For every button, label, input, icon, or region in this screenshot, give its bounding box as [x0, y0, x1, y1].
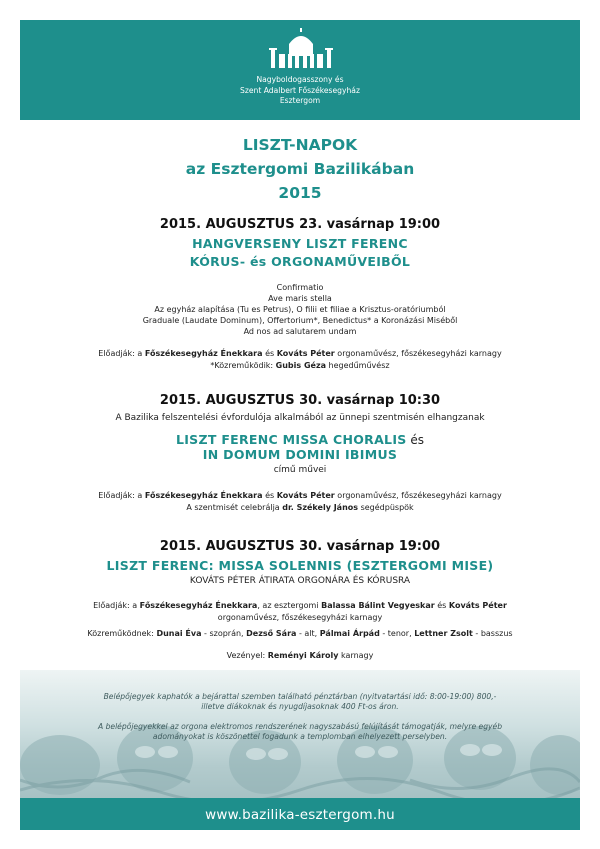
event1-guest: *Közreműködik: Gubis Géza hegedűművész: [210, 361, 390, 370]
soloist-name: Dunai Éva: [156, 629, 202, 638]
basilica-icon: [265, 28, 337, 70]
organization-name: [20, 75, 580, 107]
soloist-name: Lettner Zsolt: [414, 629, 473, 638]
choir-name: Főszékesegyház Énekkara: [144, 491, 263, 500]
footer: [20, 670, 580, 830]
event2-intro: A Bazilika felszentelési évfordulója alkalmából az ünnepi szentmisén elhangzanak: [115, 413, 485, 423]
event3-conductor: Vezényel: Reményi Károly karnagy: [226, 651, 374, 660]
event3-date: 2015. AUGUSZTUS 30. vasárnap 19:00: [159, 539, 441, 554]
org-line: Szent Adalbert Főszékesegyház: [240, 85, 360, 95]
event2-celebrant: A szentmisét celebrálja dr. Székely János segédpüspök: [186, 503, 414, 512]
program-item: Ad nos ad salutarem undam: [243, 327, 357, 336]
program-item: Az egyház alapítása (Tu es Petrus), O filii et filiae a Krisztus-oratóriumból: [154, 305, 446, 314]
poster: [20, 20, 580, 830]
program-item: Confirmatio: [276, 283, 324, 292]
event3-heading: LISZT FERENC: MISSA SOLENNIS (ESZTERGOMI MISE): [106, 558, 494, 573]
event2-date: 2015. AUGUSZTUS 30. vasárnap 10:30: [159, 393, 441, 408]
event2-performers: Előadják: a Főszékesegyház Énekkara és Kováts Péter orgonaművész, főszékesegyházi karnagy: [98, 491, 502, 500]
event1-performers: Előadják: a Főszékesegyház Énekkara és Kováts Péter orgonaművész, főszékesegyházi karnagy: [98, 349, 502, 358]
org-line: Nagyboldogasszony és: [256, 75, 344, 84]
soloist-name: Pálmai Árpád: [319, 629, 380, 638]
program-item: Graduale (Laudate Dominum), Offertorium*, Benedictus* a Koronázási Miséből: [142, 316, 458, 325]
organist-name: Kováts Péter: [276, 491, 335, 500]
org-line: Esztergom: [279, 96, 321, 105]
website-link[interactable]: www.bazilika-esztergom.hu: [205, 807, 395, 823]
soloist-name: Dezső Sára: [246, 629, 297, 638]
event1-date: 2015. AUGUSZTUS 23. vasárnap 19:00: [159, 217, 441, 232]
conductor-name: Reményi Károly: [267, 651, 339, 660]
event3-subheading: KOVÁTS PÉTER ÁTIRATA ORGONÁRA ÉS KÓRUSRA: [189, 576, 411, 586]
event1-heading: HANGVERSENY LISZT FERENC: [192, 236, 408, 251]
support-info: A belépőjegyekkel az orgona elektromos rendszerének nagyszabású felújítását támogatják, melyre egyéb adományokat is köszönettel fogadunk a templomban elhelyezett perselyben.: [97, 722, 503, 741]
work-title: LISZT FERENC MISSA CHORALIS: [175, 432, 407, 447]
organist-name: Kováts Péter: [448, 601, 507, 610]
festival-subtitle: az Esztergomi Bazilikában: [185, 160, 415, 178]
program-item: Ave maris stella: [268, 294, 332, 303]
event3-performers-line2: orgonaművész, főszékesegyházi karnagy: [217, 613, 383, 622]
festival-year: 2015: [278, 184, 322, 202]
ensemble-name: Balassa Bálint Vegyeskar: [321, 601, 435, 610]
celebrant-name: dr. Székely János: [282, 503, 359, 512]
tickets-info: Belépőjegyek kaphatók a bejárattal szemben található pénztárban (nyitvatartási idő: 8:00-19:00) 800,- illetve diákoknak és nyugdíjasoknak 400 Ft-os áron.: [103, 692, 497, 711]
event2-work1: LISZT FERENC MISSA CHORALIS és: [175, 432, 425, 447]
header-banner: [20, 20, 580, 120]
event1-program: [20, 282, 580, 337]
organist-name: Kováts Péter: [276, 349, 335, 358]
guest-name: Gubis Géza: [275, 361, 326, 370]
event1-heading: KÓRUS- és ORGONAMŰVEIBŐL: [189, 254, 411, 269]
event2-works-suffix: című művei: [273, 465, 327, 475]
event2-work2: IN DOMUM DOMINI IBIMUS: [202, 447, 398, 462]
event3-soloists: Közreműködnek: Dunai Éva - szoprán, Dezső Sára - alt, Pálmai Árpád - tenor, Lettner Zsolt - basszus: [87, 629, 513, 638]
festival-title: LISZT-NAPOK: [242, 136, 358, 154]
choir-name: Főszékesegyház Énekkara: [144, 349, 263, 358]
choir-name: Főszékesegyház Énekkara: [139, 601, 258, 610]
event3-performers: Előadják: a Főszékesegyház Énekkara, az esztergomi Balassa Bálint Vegyeskar és Kováts Péter: [93, 601, 507, 610]
